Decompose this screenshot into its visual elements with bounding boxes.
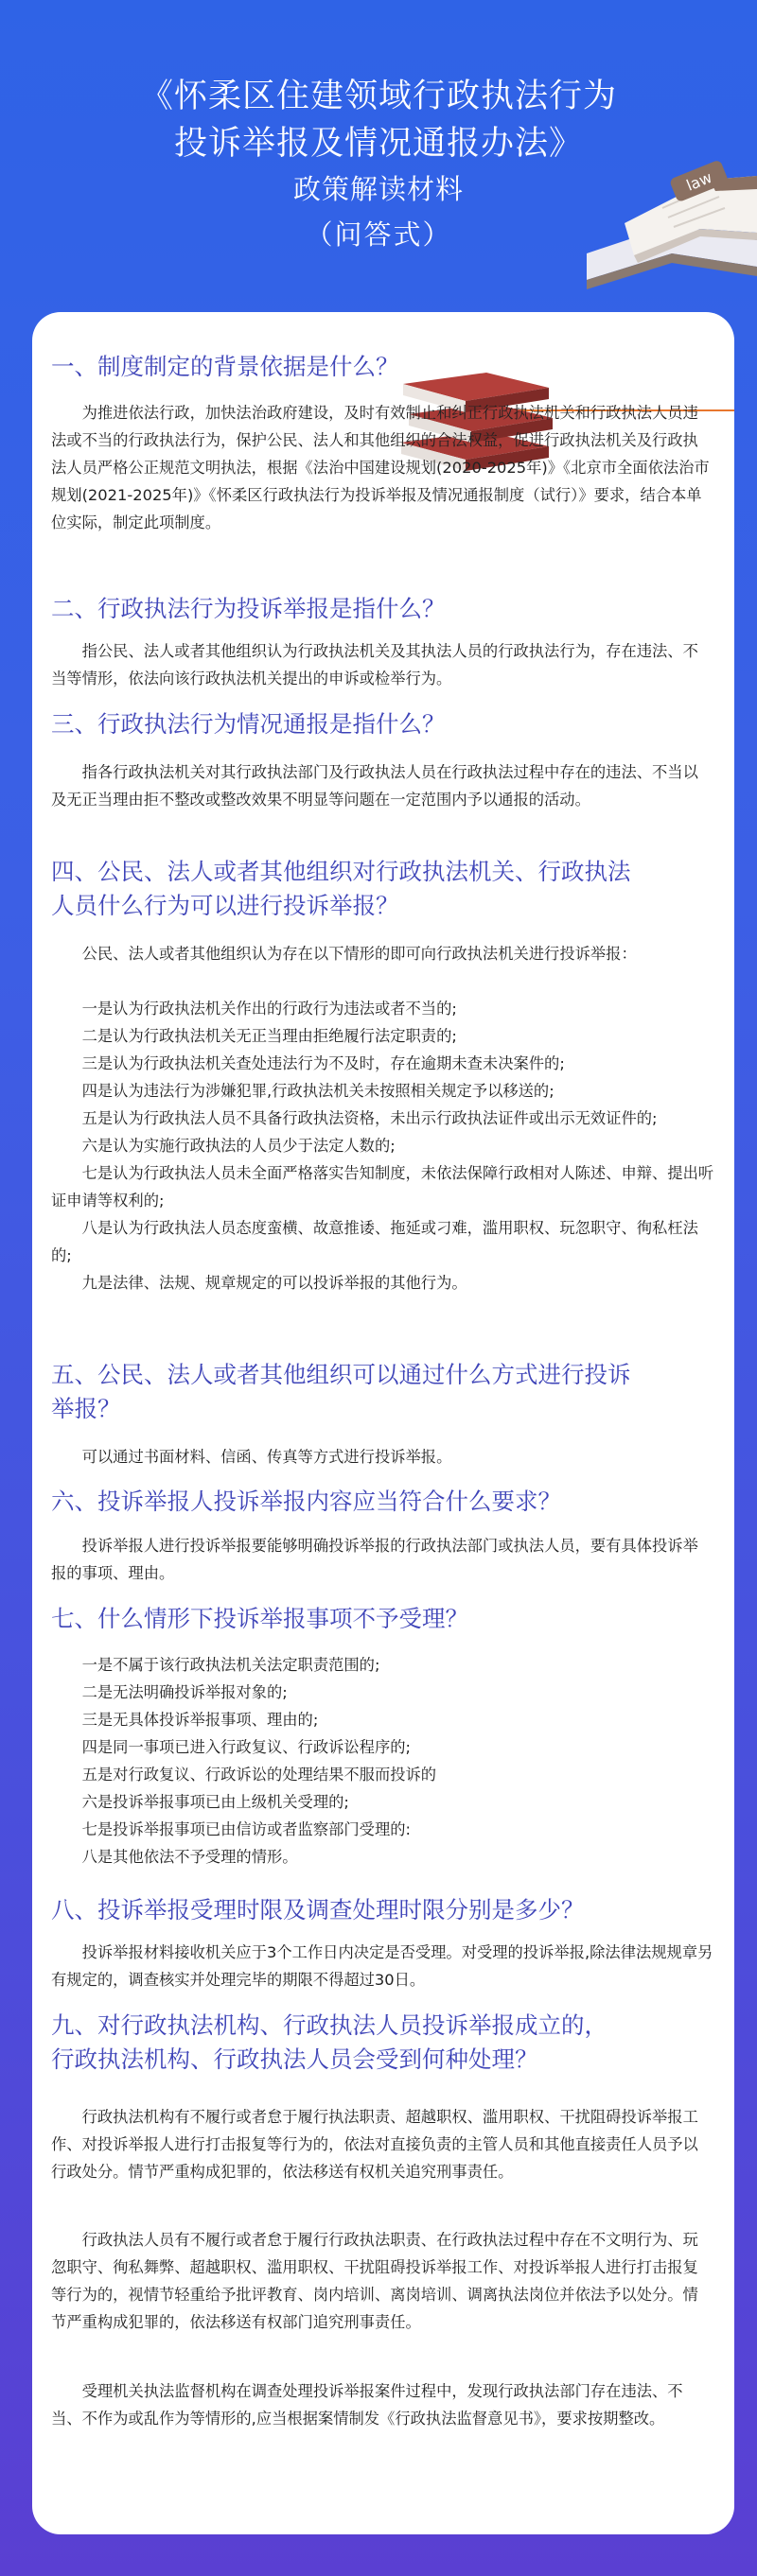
title-line-2: 投诉举报及情况通报办法》 [173, 125, 583, 163]
section-9-paragraph-2: 行政执法人员有不履行或者怠于履行行政执法职责、在行政执法过程中存在不文明行为、玩忽职守、徇私舞弊、超越职权、滥用职权、干扰阻碍投诉举报工作、对投诉举报人进行打击报复等行为的，视情节轻重给予批评教育、岗内培训、离岗培训、调离执法岗位并依法予以处分。情节严重构成犯罪的，依法移送有权部门追究刑事责任。 [51, 2231, 698, 2331]
section-5-heading-line-1: 五、公民、法人或者其他组织可以通过什么方式进行投诉 [51, 1361, 631, 1388]
title-line-1: 《怀柔区住建领域行政执法行为 [139, 78, 617, 115]
content-card [32, 312, 734, 2534]
section-8-paragraph: 投诉举报材料接收机关应于3个工作日内决定是否受理。对受理的投诉举报,除法律法规规章另有规定的，调查核实并处理完毕的期限不得超过30日。 [51, 1943, 713, 1989]
list-item: 七是认为行政执法人员未全面严格落实告知制度，未依法保障行政相对人陈述、申辩、提出听证申请等权利的; [51, 1164, 714, 1210]
section-5-paragraph: 可以通过书面材料、信函、传真等方式进行投诉举报。 [81, 1448, 452, 1466]
list-item: 八是其他依法不予受理的情形。 [81, 1848, 298, 1866]
title-line-3: 政策解读材料 [292, 173, 464, 205]
section-2-heading: 二、行政执法行为投诉举报是指什么？ [51, 595, 446, 622]
page-header [0, 0, 757, 312]
list-item: 五是对行政复议、行政诉讼的处理结果不服而投诉的 [81, 1766, 437, 1784]
section-6-heading: 六、投诉举报人投诉举报内容应当符合什么要求？ [51, 1488, 561, 1515]
section-9-heading-line-2: 行政执法机构、行政执法人员会受到何种处理？ [51, 2045, 538, 2073]
book-label: law [683, 167, 715, 195]
list-item: 一是不属于该行政执法机关法定职责范围的; [81, 1656, 380, 1674]
section-4-heading-line-2: 人员什么行为可以进行投诉举报？ [51, 892, 399, 919]
section-4-list [51, 995, 715, 1297]
list-item: 二是认为行政执法机关无正当理由拒绝履行法定职责的; [81, 1027, 457, 1045]
list-item: 六是投诉举报事项已由上级机关受理的; [81, 1793, 349, 1811]
section-9-paragraph-3: 受理机关执法监督机构在调查处理投诉举报案件过程中，发现行政执法部门存在违法、不当、不作为或乱作为等情形的,应当根据案情制发《行政执法监督意见书》，要求按期整改。 [51, 2382, 683, 2428]
section-1-paragraph: 为推进依法行政，加快法治政府建设，及时有效制止和纠正行政执法机关和行政执法人员违法或不当的行政执法行为，保护公民、法人和其他组织的合法权益，促进行政执法机关及行政执法人员严格公正规范文明执法，根据《法治中国建设规划(2020-2025年)》《北京市全面依法治市规划(2021-2025年)》《怀柔区行政执法行为投诉举报及情况通报制度（试行）》要求，结合本单位实际，制定此项制度。 [51, 404, 710, 531]
list-item: 三是无具体投诉举报事项、理由的; [81, 1711, 319, 1729]
title-line-4: （问答式） [305, 218, 452, 251]
list-item: 二是无法明确投诉举报对象的; [81, 1683, 288, 1701]
section-2-paragraph: 指公民、法人或者其他组织认为行政执法机关及其执法人员的行政执法行为，存在违法、不当等情形，依法向该行政执法机关提出的申诉或检举行为。 [51, 642, 698, 688]
section-3-heading: 三、行政执法行为情况通报是指什么？ [51, 710, 446, 738]
list-item: 四是同一事项已进入行政复议、行政诉讼程序的; [81, 1738, 411, 1756]
law-book-icon [568, 142, 757, 293]
section-1-heading: 一、制度制定的背景依据是什么？ [51, 353, 399, 380]
list-item: 六是认为实施行政执法的人员少于法定人数的; [81, 1137, 396, 1155]
list-item: 四是认为违法行为涉嫌犯罪,行政执法机关未按照相关规定予以移送的; [81, 1082, 555, 1100]
section-8-heading: 八、投诉举报受理时限及调查处理时限分别是多少？ [51, 1896, 585, 1923]
section-4-heading-line-1: 四、公民、法人或者其他组织对行政执法机关、行政执法 [51, 858, 631, 885]
section-7-list [51, 1651, 715, 1871]
section-9-paragraph-1: 行政执法机构有不履行或者怠于履行执法职责、超越职权、滥用职权、干扰阻碍投诉举报工作、对投诉举报人进行打击报复等行为的，依法对直接负责的主管人员和其他直接责任人员予以行政处分。情节严重构成犯罪的，依法移送有权机关追究刑事责任。 [51, 2108, 698, 2181]
list-item: 三是认为行政执法机关查处违法行为不及时，存在逾期未查未决案件的; [81, 1054, 565, 1072]
list-item: 七是投诉举报事项已由信访或者监察部门受理的: [81, 1820, 411, 1838]
section-6-paragraph: 投诉举报人进行投诉举报要能够明确投诉举报的行政执法部门或执法人员，要有具体投诉举报的事项、理由。 [51, 1537, 698, 1582]
list-item: 八是认为行政执法人员态度蛮横、故意推诿、拖延或刁难，滥用职权、玩忽职守、徇私枉法的; [51, 1219, 698, 1264]
list-item: 九是法律、法规、规章规定的可以投诉举报的其他行为。 [81, 1274, 467, 1292]
section-3-paragraph: 指各行政执法机关对其行政执法部门及行政执法人员在行政执法过程中存在的违法、不当以及无正当理由拒不整改或整改效果不明显等问题在一定范围内予以通报的活动。 [51, 763, 698, 809]
section-7-heading: 七、什么情形下投诉举报事项不予受理？ [51, 1605, 468, 1632]
list-item: 五是认为行政执法人员不具备行政执法资格，未出示行政执法证件或出示无效证件的; [81, 1109, 658, 1127]
list-item: 一是认为行政执法机关作出的行政行为违法或者不当的; [81, 1000, 457, 1018]
section-4-intro: 公民、法人或者其他组织认为存在以下情形的即可向行政执法机关进行投诉举报： [81, 945, 637, 963]
section-9-heading-line-1: 九、对行政执法机构、行政执法人员投诉举报成立的， [51, 2011, 607, 2039]
section-5-heading-line-2: 举报？ [51, 1395, 121, 1422]
